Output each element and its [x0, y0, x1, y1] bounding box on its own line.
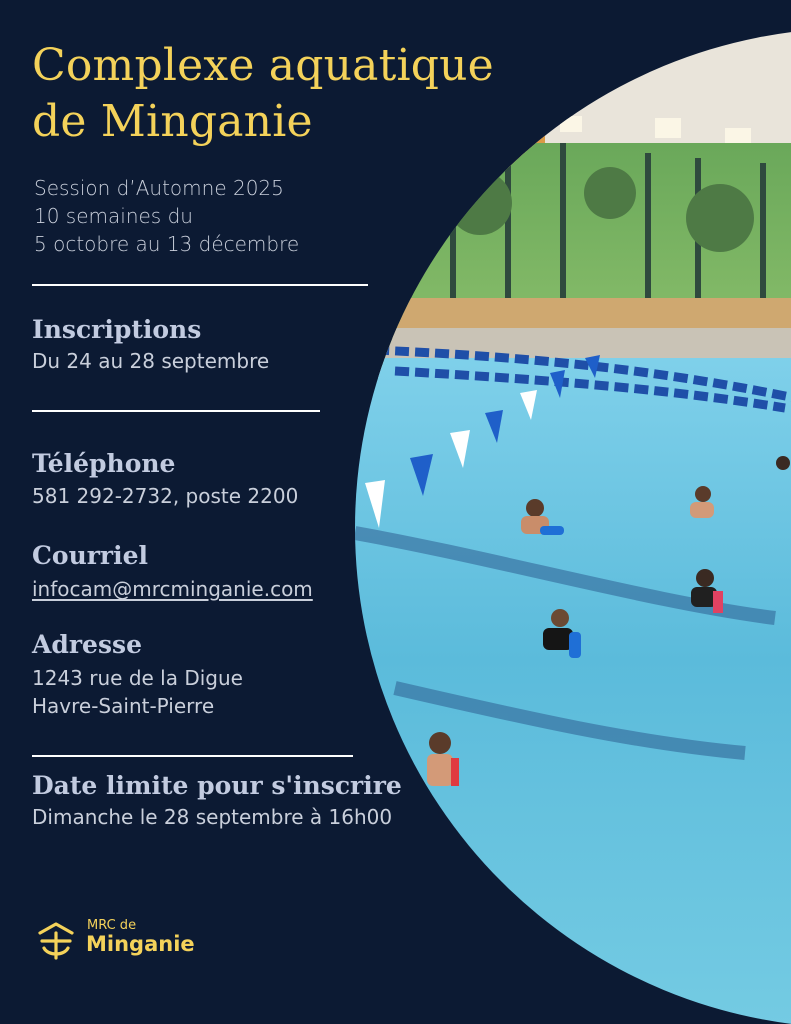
divider-3 [32, 755, 353, 757]
session-line-3: 5 octobre au 13 décembre [34, 232, 300, 256]
address [32, 664, 243, 720]
email-link[interactable]: infocam@mrcminganie.com [32, 577, 313, 601]
session-line-2: 10 semaines du [34, 204, 193, 228]
mrc-minganie-logo [36, 916, 206, 964]
adresse-heading: Adresse [32, 630, 143, 659]
title-line-2: de Minganie [32, 96, 313, 147]
logo-text-small: MRC de [87, 918, 137, 933]
divider-1 [32, 284, 368, 286]
lighthouse-logo-icon [36, 920, 76, 960]
deadline-date: Dimanche le 28 septembre à 16h00 [32, 805, 393, 829]
logo-text-big: Minganie [86, 932, 195, 956]
inscriptions-dates: Du 24 au 28 septembre [32, 349, 270, 373]
pool-photo-illustration [355, 28, 791, 1024]
address-line-2: Havre-Saint-Pierre [32, 694, 215, 718]
title-line-1: Complexe aquatique [32, 40, 494, 91]
pool-photo [355, 28, 791, 1024]
session-info [34, 174, 299, 258]
divider-2 [32, 410, 320, 412]
telephone-heading: Téléphone [32, 449, 176, 478]
page-title [32, 38, 494, 150]
telephone-number[interactable]: 581 292-2732, poste 2200 [32, 484, 299, 508]
inscriptions-heading: Inscriptions [32, 315, 202, 344]
courriel-heading: Courriel [32, 541, 148, 570]
address-line-1: 1243 rue de la Digue [32, 666, 243, 690]
session-line-1: Session d’Automne 2025 [34, 176, 284, 200]
deadline-heading: Date limite pour s'inscrire [32, 771, 402, 800]
